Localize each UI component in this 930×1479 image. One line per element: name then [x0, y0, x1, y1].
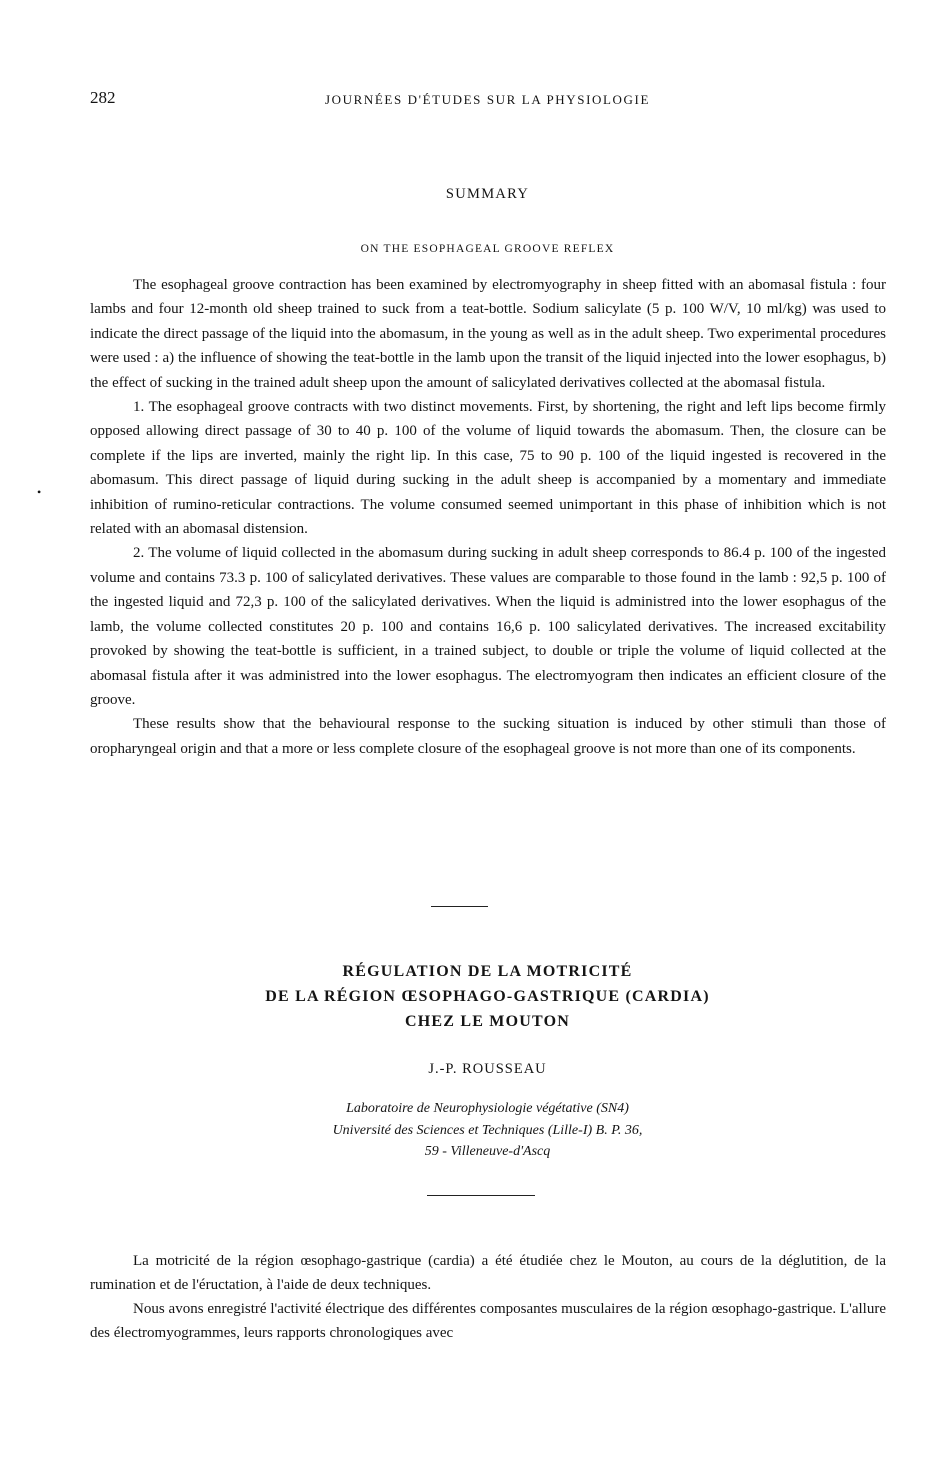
- affiliation-line: Laboratoire de Neurophysiologie végétative (SN4): [346, 1101, 629, 1116]
- running-head: JOURNÉES D'ÉTUDES SUR LA PHYSIOLOGIE: [324, 92, 650, 107]
- article-title-line: RÉGULATION DE LA MOTRICITÉ: [342, 963, 633, 980]
- article-title: [0, 959, 930, 1034]
- article-paragraph: Nous avons enregistré l'activité électrique des différentes composantes musculaires de la région œsophago-gastrique. L'allure des électromyogrammes, leurs rapports chronologiques avec: [90, 1301, 886, 1341]
- page-number: 282: [90, 88, 116, 107]
- summary-paragraph: 2. The volume of liquid collected in the abomasum during sucking in adult sheep corresponds to 86.4 p. 100 of the ingested volume and contains 73.3 p. 100 of salicylated derivatives. These values are comparable to those found in the lamb : 92,5 p. 100 of the ingested liquid and 72,3 p. 100 of the salicylated derivatives. When the liquid is administred into the lower esophagus of the lamb, the volume collected constitutes 20 p. 100 and contains 16,6 p. 100 salicylated derivatives. The increased excitability provoked by showing the teat-bottle is sufficient, in a trained subject, to double or triple the volume of liquid collected at the abomasal fistula after it was administred into the lower esophagus. The electromyogram then indicates an efficient closure of the groove.: [90, 545, 886, 708]
- section-divider: [431, 906, 488, 907]
- summary-paragraph: The esophageal groove contraction has been examined by electromyography in sheep fitted with an abomasal fistula : four lambs and four 12-month old sheep trained to suck from a teat-bottle. Sodium salicylate (5 p. 100 W/V, 10 ml/kg) was used to indicate the direct passage of the liquid into the abomasum, in the young as well as in the adult sheep. Two experimental procedures were used : a) the influence of showing the teat-bottle in the lamb upon the transit of the liquid injected into the lower esophagus, b) the effect of sucking in the trained adult sheep upon the amount of salicylated derivatives collected at the abomasal fistula.: [90, 277, 886, 391]
- affiliation-line: 59 - Villeneuve-d'Ascq: [424, 1144, 551, 1159]
- affiliation-line: Université des Sciences et Techniques (Lille-I) B. P. 36,: [332, 1122, 643, 1138]
- article-paragraph: La motricité de la région œsophago-gastrique (cardia) a été étudiée chez le Mouton, au cours de la déglutition, de la rumination et de l'éructation, à l'aide de deux techniques.: [90, 1253, 886, 1293]
- margin-mark: •: [37, 485, 42, 499]
- article-body: [90, 1249, 886, 1345]
- summary-paragraph: 1. The esophageal groove contracts with two distinct movements. First, by shortening, the right and left lips become firmly opposed allowing direct passage of 30 to 40 p. 100 of the volume of liquid towards the abomasum. Then, the closure can be complete if the lips are inverted, mainly the right lip. In this case, 75 to 90 p. 100 of the liquid ingested is recovered in the abomasum. This direct passage of liquid during sucking in the adult sheep is accompanied by a momentary and immediate inhibition of rumino-reticular contractions. The volume consumed seemed unimportant in this phase of inhibition which is not related with an abomasal distension.: [90, 399, 886, 538]
- summary-paragraph: These results show that the behavioural response to the sucking situation is induced by other stimuli than those of oropharyngeal origin and that a more or less complete closure of the esophageal groove is not more than one of its components.: [90, 716, 886, 757]
- article-author: J.-P. ROUSSEAU: [428, 1061, 547, 1077]
- summary-body: [90, 273, 886, 761]
- summary-subheading: ON THE ESOPHAGEAL GROOVE REFLEX: [360, 243, 615, 255]
- summary-heading: SUMMARY: [445, 186, 530, 202]
- author-divider: [427, 1195, 535, 1196]
- article-title-line: CHEZ LE MOUTON: [405, 1013, 570, 1030]
- article-title-line: DE LA RÉGION ŒSOPHAGO-GASTRIQUE (CARDIA): [265, 988, 710, 1005]
- author-affiliation: [0, 1098, 930, 1163]
